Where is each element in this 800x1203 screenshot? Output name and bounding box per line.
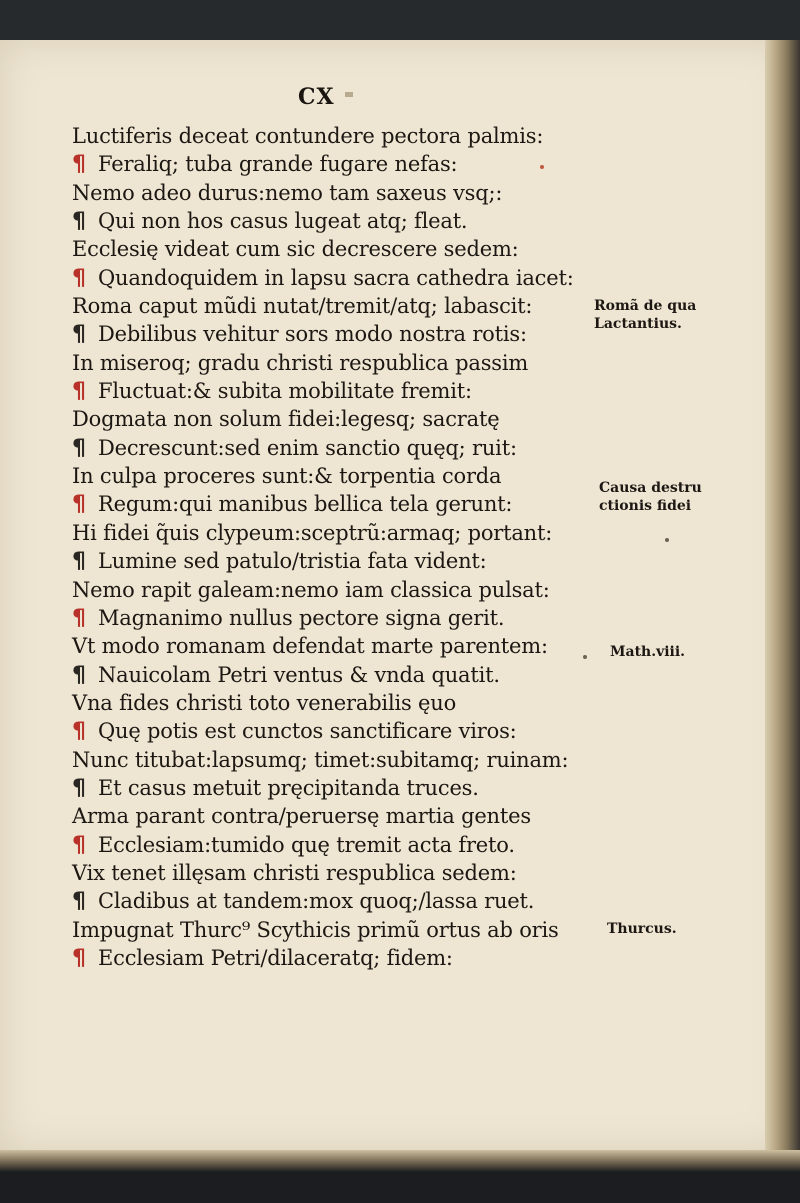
verse-line-text: Impugnat Thurc⁹ Scythicis primũ ortus ab oris — [72, 917, 559, 942]
verse-line — [72, 405, 612, 433]
verse-line-text: Vna fides christi toto venerabilis ęuo — [72, 690, 457, 715]
folio-number: CX — [298, 84, 335, 110]
verse-line-text: Dogmata non solum fidei:legesq; sacratę — [72, 407, 500, 432]
margin-note-line: Lactantius. — [594, 316, 682, 332]
verse-line-text: Hi fidei q̃uis clypeum:sceptrũ:armaq; portant: — [72, 520, 553, 545]
verse-line-text: In culpa proceres sunt:& torpentia corda — [72, 464, 502, 489]
verse-line — [72, 661, 612, 689]
pilcrow-icon: ¶ — [72, 549, 86, 575]
verse-text-block — [72, 122, 612, 972]
verse-line — [72, 292, 612, 320]
pilcrow-icon: ¶ — [72, 435, 86, 461]
verse-line-text: Cladibus at tandem:mox quoq;/lassa ruet. — [98, 889, 535, 914]
verse-line — [72, 576, 612, 604]
verse-line — [72, 717, 612, 745]
verse-line — [72, 944, 612, 972]
verse-line-text: Ecclesiam Petri/dilaceratq; fidem: — [98, 945, 453, 970]
verse-line — [72, 831, 612, 859]
margin-note-line: Causa destru — [599, 480, 702, 496]
verse-line-text: Debilibus vehitur sors modo nostra rotis: — [98, 322, 527, 347]
verse-line — [72, 490, 612, 518]
verse-line — [72, 774, 612, 802]
pilcrow-icon: ¶ — [72, 945, 86, 971]
verse-line — [72, 547, 612, 575]
margin-note-line: Romã de qua — [594, 298, 697, 314]
verse-line-text: Regum:qui manibus bellica tela gerunt: — [98, 492, 513, 517]
pilcrow-icon: ¶ — [72, 775, 86, 801]
verse-line-text: Nauicolam Petri ventus & vnda quatit. — [98, 662, 500, 687]
verse-line — [72, 377, 612, 405]
pilcrow-icon: ¶ — [72, 322, 86, 348]
pilcrow-icon: ¶ — [72, 832, 86, 858]
ink-speck — [665, 538, 669, 542]
verse-line-text: Quę potis est cunctos sanctificare viros: — [98, 719, 517, 744]
verse-line-text: Nemo rapit galeam:nemo iam classica pulsat: — [72, 577, 550, 602]
verse-line — [72, 916, 612, 944]
verse-line-text: Qui non hos casus lugeat atq; fleat. — [98, 209, 468, 234]
verse-line-text: Luctiferis deceat contundere pectora palmis: — [72, 124, 544, 148]
verse-line-text: In miseroq; gradu christi respublica passim — [72, 350, 529, 375]
verse-line — [72, 264, 612, 292]
verse-line-text: Nemo adeo durus:nemo tam saxeus vsq;: — [72, 180, 503, 205]
verse-line — [72, 887, 612, 915]
pilcrow-icon: ¶ — [72, 605, 86, 631]
margin-note-line: Math.viii. — [610, 644, 686, 660]
verse-line — [72, 235, 612, 263]
pilcrow-icon: ¶ — [72, 662, 86, 688]
pilcrow-icon: ¶ — [72, 889, 86, 915]
verse-line-text: Arma parant contra/peruersę martia gentes — [72, 804, 531, 829]
verse-line — [72, 207, 612, 235]
margin-note-causa — [599, 479, 702, 515]
margin-note-math — [610, 643, 685, 661]
ink-speck — [583, 655, 587, 659]
pilcrow-icon: ¶ — [72, 152, 86, 178]
verse-line-text: Quandoquidem in lapsu sacra cathedra iacet: — [98, 265, 574, 290]
verse-line — [72, 349, 612, 377]
verse-line — [72, 122, 612, 150]
verse-line — [72, 434, 612, 462]
verse-line — [72, 519, 612, 547]
verse-line — [72, 179, 612, 207]
pilcrow-icon: ¶ — [72, 265, 86, 291]
margin-note-line: Thurcus. — [607, 921, 677, 937]
verse-line-text: Nunc titubat:lapsumq; timet:subitamq; ruinam: — [72, 747, 569, 772]
verse-line-text: Et casus metuit pręcipitanda truces. — [98, 775, 479, 800]
verse-line — [72, 320, 612, 348]
page-edge-stack — [765, 40, 800, 1160]
page-bottom-edge — [0, 1150, 800, 1172]
verse-line-text: Decrescunt:sed enim sanctio quęq; ruit: — [98, 435, 517, 460]
verse-line-text: Fluctuat:& subita mobilitate fremit: — [98, 379, 472, 404]
verse-line-text: Lumine sed patulo/tristia fata vident: — [98, 549, 487, 574]
margin-note-roma — [594, 297, 696, 333]
margin-note-line: ctionis fidei — [599, 498, 692, 514]
verse-line — [72, 802, 612, 830]
verse-line — [72, 632, 612, 660]
verse-line-text: Ecclesię videat cum sic decrescere sedem: — [72, 237, 519, 262]
verse-line-text: Vt modo romanam defendat marte parentem: — [72, 634, 548, 659]
verse-line-text: Ecclesiam:tumido quę tremit acta freto. — [98, 832, 515, 857]
rubric-speck — [540, 165, 544, 169]
verse-line-text: Magnanimo nullus pectore signa gerit. — [98, 605, 505, 630]
verse-line-text: Roma caput mũdi nutat/tremit/atq; labascit: — [72, 294, 533, 319]
verse-line — [72, 604, 612, 632]
verse-line — [72, 859, 612, 887]
folio-ornament — [345, 92, 353, 97]
margin-note-thurcus — [607, 920, 677, 938]
verse-line — [72, 150, 612, 178]
verse-line-text: Feraliq; tuba grande fugare nefas: — [98, 152, 458, 177]
verse-line — [72, 746, 612, 774]
verse-line — [72, 689, 612, 717]
pilcrow-icon: ¶ — [72, 379, 86, 405]
verse-line-text: Vix tenet illęsam christi respublica sedem: — [72, 860, 517, 885]
pilcrow-icon: ¶ — [72, 719, 86, 745]
pilcrow-icon: ¶ — [72, 209, 86, 235]
pilcrow-icon: ¶ — [72, 492, 86, 518]
verse-line — [72, 462, 612, 490]
